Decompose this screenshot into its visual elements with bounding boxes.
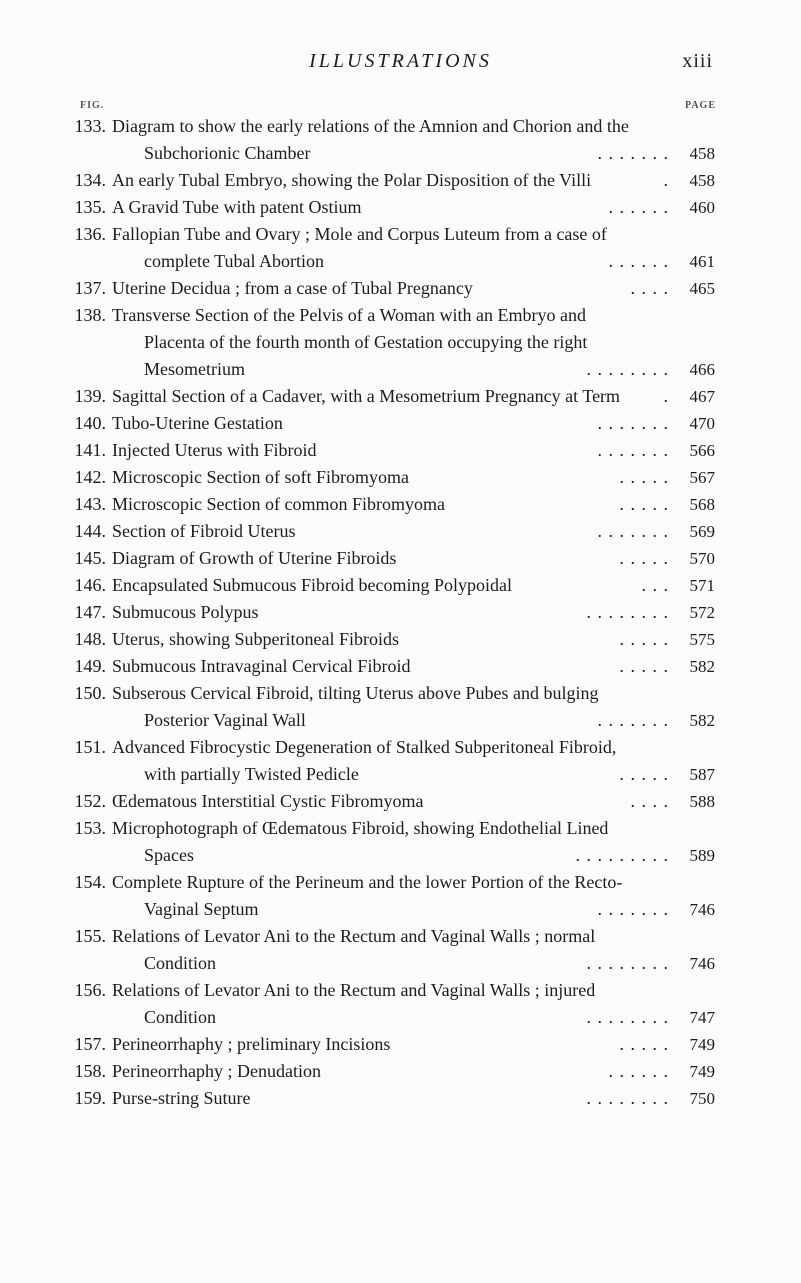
page-reference: 466 (689, 360, 715, 379)
list-item (0, 275, 801, 302)
caption-line (0, 275, 801, 302)
figure-number: 143. (74, 494, 106, 514)
page-reference: 571 (689, 576, 715, 595)
dot-leader: . . . . . . . (597, 521, 669, 541)
list-item (0, 167, 801, 194)
caption-text: Vaginal Septum (144, 899, 259, 919)
figure-number: 145. (74, 548, 106, 568)
caption-text: Tubo-Uterine Gestation (112, 413, 283, 433)
caption-text: Uterine Decidua ; from a case of Tubal Pregnancy (112, 278, 473, 298)
page-reference: 570 (689, 549, 715, 568)
dot-leader: . . . . . . . . (586, 1088, 669, 1108)
dot-leader: . . . . . . (608, 251, 669, 271)
caption-text: Fallopian Tube and Ovary ; Mole and Corpus Luteum from a case of (112, 224, 607, 244)
list-item (0, 1085, 801, 1112)
dot-leader: . . . . . . . . . (575, 845, 669, 865)
figure-number: 153. (74, 818, 106, 838)
caption-line (0, 788, 801, 815)
caption-continuation-line (0, 356, 801, 383)
caption-text: Diagram of Growth of Uterine Fibroids (112, 548, 397, 568)
list-item (0, 437, 801, 464)
dot-leader: . . . . (630, 791, 669, 811)
page-reference: 458 (689, 171, 715, 190)
caption-text: Posterior Vaginal Wall (144, 710, 306, 730)
caption-line (0, 1085, 801, 1112)
dot-leader: . (663, 170, 669, 190)
caption-line (0, 491, 801, 518)
list-item (0, 923, 801, 977)
caption-line (0, 923, 801, 950)
page-reference: 568 (689, 495, 715, 514)
page-reference: 458 (689, 144, 715, 163)
caption-text: Condition (144, 953, 217, 973)
page-reference: 582 (689, 657, 715, 676)
dot-leader: . . . . . . (608, 197, 669, 217)
page-reference: 465 (689, 279, 715, 298)
caption-text: Diagram to show the early relations of the Amnion and Chorion and the (112, 116, 629, 136)
dot-leader: . (663, 386, 669, 406)
list-item (0, 518, 801, 545)
page-reference: 566 (689, 441, 715, 460)
list-item (0, 194, 801, 221)
caption-text: Microscopic Section of soft Fibromyoma (112, 467, 409, 487)
caption-text: with partially Twisted Pedicle (144, 764, 359, 784)
caption-line (0, 572, 801, 599)
list-item (0, 410, 801, 437)
dot-leader: . . . . . (619, 656, 669, 676)
list-item (0, 734, 801, 788)
page-reference: 589 (689, 846, 715, 865)
caption-line (0, 410, 801, 437)
dot-leader: . . . . . . . (597, 899, 669, 919)
figure-number: 134. (74, 170, 106, 190)
dot-leader: . . . . . . . (597, 710, 669, 730)
dot-leader: . . . . . . . . (586, 359, 669, 379)
caption-continuation-line (0, 140, 801, 167)
caption-text: Relations of Levator Ani to the Rectum and Vaginal Walls ; injured (112, 980, 596, 1000)
page-reference: 470 (689, 414, 715, 433)
caption-text: Perineorrhaphy ; preliminary Incisions (112, 1034, 391, 1054)
caption-text: Mesometrium (144, 359, 245, 379)
figure-number: 147. (74, 602, 106, 622)
list-item (0, 572, 801, 599)
caption-line (0, 302, 801, 329)
caption-line (0, 680, 801, 707)
list-item (0, 599, 801, 626)
page-reference: 572 (689, 603, 715, 622)
caption-text: Microscopic Section of common Fibromyoma (112, 494, 445, 514)
caption-text: Submucous Intravaginal Cervical Fibroid (112, 656, 411, 676)
caption-line (0, 518, 801, 545)
caption-text: An early Tubal Embryo, showing the Polar Disposition of the Villi (112, 170, 592, 190)
caption-line (0, 734, 801, 761)
figure-number: 138. (74, 305, 106, 325)
caption-continuation-line (0, 707, 801, 734)
figure-number: 137. (74, 278, 106, 298)
figure-number: 158. (74, 1061, 106, 1081)
figure-number: 155. (74, 926, 106, 946)
caption-continuation-line (0, 761, 801, 788)
figure-number: 135. (74, 197, 106, 217)
dot-leader: . . . . . . . . (586, 602, 669, 622)
caption-text: Subserous Cervical Fibroid, tilting Uterus above Pubes and bulging (112, 683, 599, 703)
caption-text: Relations of Levator Ani to the Rectum and Vaginal Walls ; normal (112, 926, 596, 946)
page-reference: 460 (689, 198, 715, 217)
caption-line (0, 383, 801, 410)
fig-column-header: FIG. (80, 100, 105, 111)
caption-text: Subchorionic Chamber (144, 143, 311, 163)
dot-leader: . . . . (630, 278, 669, 298)
page-reference: 467 (689, 387, 715, 406)
list-item (0, 491, 801, 518)
figure-number: 140. (74, 413, 106, 433)
caption-text: Œdematous Interstitial Cystic Fibromyoma (112, 791, 424, 811)
dot-leader: . . . . . (619, 494, 669, 514)
caption-line (0, 977, 801, 1004)
dot-leader: . . . . . . . (597, 143, 669, 163)
caption-text: Injected Uterus with Fibroid (112, 440, 317, 460)
list-item (0, 1058, 801, 1085)
caption-continuation-line (0, 896, 801, 923)
figure-number: 144. (74, 521, 106, 541)
dot-leader: . . . . . . (608, 1061, 669, 1081)
page-reference: 588 (689, 792, 715, 811)
figure-number: 139. (74, 386, 106, 406)
page-reference: 461 (689, 252, 715, 271)
page-reference: 587 (689, 765, 715, 784)
caption-line (0, 113, 801, 140)
page-reference: 575 (689, 630, 715, 649)
caption-line (0, 167, 801, 194)
caption-line (0, 437, 801, 464)
caption-line (0, 815, 801, 842)
caption-continuation-line (0, 1004, 801, 1031)
dot-leader: . . . . . . . (597, 413, 669, 433)
caption-line (0, 1031, 801, 1058)
dot-leader: . . . . . (619, 1034, 669, 1054)
caption-continuation-line (0, 248, 801, 275)
list-item (0, 869, 801, 923)
caption-text: Perineorrhaphy ; Denudation (112, 1061, 321, 1081)
list-item (0, 545, 801, 572)
figure-number: 151. (74, 737, 106, 757)
caption-text: complete Tubal Abortion (144, 251, 324, 271)
dot-leader: . . . (641, 575, 669, 595)
page-reference: 749 (689, 1062, 715, 1081)
caption-line (0, 545, 801, 572)
page-reference: 569 (689, 522, 715, 541)
list-item (0, 653, 801, 680)
caption-text: Sagittal Section of a Cadaver, with a Mesometrium Pregnancy at Term (112, 386, 621, 406)
figure-number: 133. (74, 116, 106, 136)
page-number: xiii (682, 50, 713, 72)
caption-text: Advanced Fibrocystic Degeneration of Stalked Subperitoneal Fibroid, (112, 737, 617, 757)
caption-line (0, 221, 801, 248)
caption-text: Placenta of the fourth month of Gestation occupying the right (144, 332, 588, 352)
page-column-header: PAGE (684, 100, 716, 111)
figure-number: 142. (74, 467, 106, 487)
list-item (0, 680, 801, 734)
list-item (0, 383, 801, 410)
caption-text: Condition (144, 1007, 217, 1027)
list-item (0, 815, 801, 869)
dot-leader: . . . . . . . . (586, 1007, 669, 1027)
figure-number: 141. (74, 440, 106, 460)
page-reference: 567 (689, 468, 715, 487)
caption-text: Submucous Polypus (112, 602, 259, 622)
caption-line (0, 194, 801, 221)
caption-continuation-line (0, 842, 801, 869)
list-item (0, 1031, 801, 1058)
figure-number: 146. (74, 575, 106, 595)
figure-number: 157. (74, 1034, 106, 1054)
page-reference: 749 (689, 1035, 715, 1054)
caption-text: A Gravid Tube with patent Ostium (112, 197, 362, 217)
page-reference: 582 (689, 711, 715, 730)
list-item (0, 788, 801, 815)
figure-number: 148. (74, 629, 106, 649)
dot-leader: . . . . . (619, 629, 669, 649)
page-reference: 746 (689, 954, 715, 973)
caption-continuation-line (0, 950, 801, 977)
caption-line (0, 869, 801, 896)
caption-text: Complete Rupture of the Perineum and the lower Portion of the Recto- (112, 872, 623, 892)
figure-number: 136. (74, 224, 106, 244)
page-reference: 750 (689, 1089, 715, 1108)
caption-text: Transverse Section of the Pelvis of a Woman with an Embryo and (112, 305, 586, 325)
caption-line (0, 626, 801, 653)
caption-text: Encapsulated Submucous Fibroid becoming Polypoidal (112, 575, 512, 595)
figure-number: 149. (74, 656, 106, 676)
figure-number: 152. (74, 791, 106, 811)
dot-leader: . . . . . . . (597, 440, 669, 460)
caption-text: Purse-string Suture (112, 1088, 251, 1108)
running-title: ILLUSTRATIONS (309, 50, 492, 72)
list-item (0, 302, 801, 383)
list-item (0, 464, 801, 491)
figure-number: 150. (74, 683, 106, 703)
dot-leader: . . . . . . . . (586, 953, 669, 973)
dot-leader: . . . . . (619, 467, 669, 487)
caption-line (0, 464, 801, 491)
page-reference: 746 (689, 900, 715, 919)
caption-text: Uterus, showing Subperitoneal Fibroids (112, 629, 399, 649)
caption-line (0, 653, 801, 680)
caption-text: Section of Fibroid Uterus (112, 521, 296, 541)
list-item (0, 221, 801, 275)
dot-leader: . . . . . (619, 764, 669, 784)
caption-continuation-line (0, 329, 801, 356)
list-item (0, 977, 801, 1031)
caption-text: Microphotograph of Œdematous Fibroid, showing Endothelial Lined (112, 818, 609, 838)
caption-line (0, 599, 801, 626)
dot-leader: . . . . . (619, 548, 669, 568)
list-item (0, 626, 801, 653)
figure-number: 156. (74, 980, 106, 1000)
list-item (0, 113, 801, 167)
figure-number: 154. (74, 872, 106, 892)
caption-text: Spaces (144, 845, 194, 865)
page-reference: 747 (689, 1008, 715, 1027)
illustration-list (0, 113, 801, 1112)
caption-line (0, 1058, 801, 1085)
figure-number: 159. (74, 1088, 106, 1108)
